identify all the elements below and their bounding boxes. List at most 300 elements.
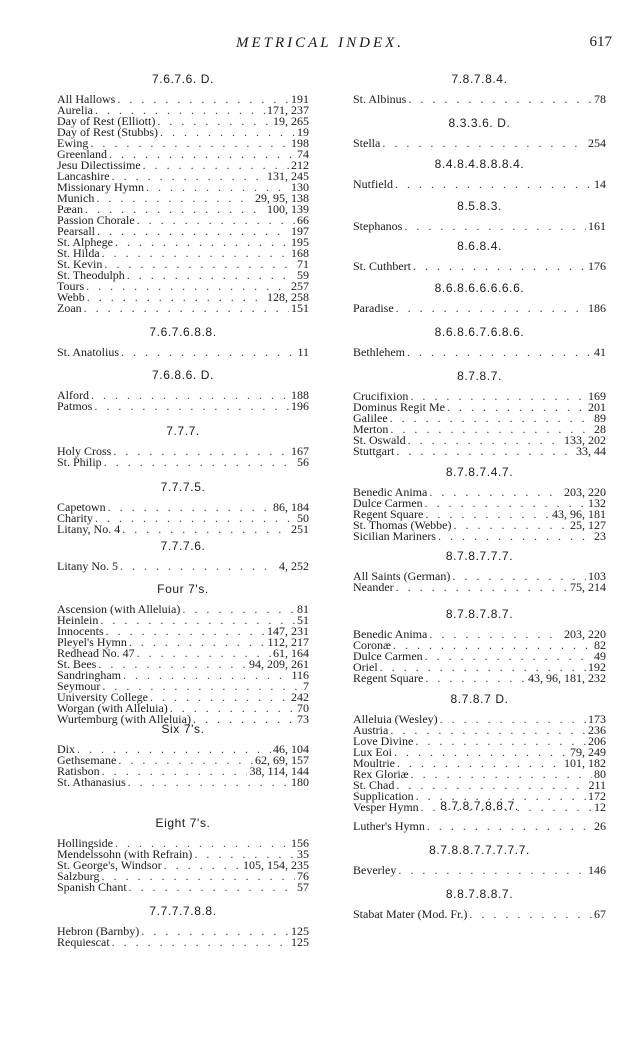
leader-dots xyxy=(127,270,295,281)
leader-dots xyxy=(447,402,586,413)
hymn-numbers: 56 xyxy=(297,455,309,469)
leader-dots xyxy=(453,520,568,531)
section-heading: 8.5.8.3. xyxy=(457,199,502,213)
index-section xyxy=(57,539,309,572)
tune-name: Crucifixion xyxy=(353,389,409,403)
tune-name: Salzburg xyxy=(57,869,100,883)
index-entry xyxy=(57,292,309,303)
tune-name: Love Divine xyxy=(353,734,414,748)
leader-dots xyxy=(390,424,592,435)
hymn-numbers: 206 xyxy=(588,734,606,748)
index-section xyxy=(353,199,606,232)
hymn-numbers: 82 xyxy=(594,638,606,652)
section-heading: 8.7.8.8.7.7.7.7.7. xyxy=(429,843,530,857)
tune-name: Litany No. 5 xyxy=(57,559,118,573)
hymn-numbers: 125 xyxy=(291,924,309,938)
hymn-numbers: 89 xyxy=(594,411,606,425)
hymn-numbers: 128, 258 xyxy=(267,290,309,304)
tune-name: Merton xyxy=(353,422,389,436)
leader-dots xyxy=(469,909,592,920)
hymn-numbers: 191 xyxy=(291,92,309,106)
hymn-numbers: 11 xyxy=(297,345,309,359)
index-section xyxy=(57,325,309,358)
section-heading: 7.8.7.8.4. xyxy=(451,72,508,86)
index-section xyxy=(353,799,606,832)
hymn-numbers: 236 xyxy=(588,723,606,737)
index-section xyxy=(57,72,309,314)
leader-dots xyxy=(129,882,295,893)
tune-name: Requiescat xyxy=(57,935,110,949)
hymn-numbers: 203, 220 xyxy=(564,627,606,641)
tune-name: Oriel xyxy=(353,660,378,674)
tune-name: Beverley xyxy=(353,863,397,877)
leader-dots xyxy=(408,435,562,446)
tune-name: Lux Eoi xyxy=(353,745,392,759)
leader-dots xyxy=(429,629,562,640)
tune-name: Seymour xyxy=(57,679,101,693)
hymn-numbers: 131, 245 xyxy=(267,169,309,183)
hymn-numbers: 188 xyxy=(291,388,309,402)
index-entry xyxy=(57,270,309,281)
leader-dots xyxy=(452,571,586,582)
section-heading: 7.7.7. xyxy=(166,424,200,438)
hymn-numbers: 100, 139 xyxy=(267,202,309,216)
tune-name: Pæan xyxy=(57,202,84,216)
section-heading: 8.7.8.7 D. xyxy=(450,692,509,706)
leader-dots xyxy=(120,561,277,572)
section-heading: 7.6.7.6.8.8. xyxy=(149,325,217,339)
hymn-numbers: 168 xyxy=(291,246,309,260)
leader-dots xyxy=(87,292,265,303)
leader-dots xyxy=(427,821,592,832)
leader-dots xyxy=(396,446,574,457)
index-section xyxy=(57,582,309,725)
tune-name: St. Cuthbert xyxy=(353,259,412,273)
tune-name: Ascension (with Alleluia) xyxy=(57,602,181,616)
tune-name: Austria xyxy=(353,723,389,737)
hymn-numbers: 132 xyxy=(588,496,606,510)
index-entry xyxy=(353,179,606,190)
section-heading: 8.6.8.6.6.6.6.6. xyxy=(434,281,525,295)
index-entry xyxy=(353,413,606,424)
section-heading: 8.7.8.7.7.7. xyxy=(445,549,514,563)
hymn-numbers: 46, 104 xyxy=(273,742,309,756)
section-heading: Six 7's. xyxy=(161,722,205,736)
tune-name: St. Thomas (Webbe) xyxy=(353,518,452,532)
hymn-numbers: 80 xyxy=(594,767,606,781)
page-header xyxy=(0,34,640,56)
tune-name: Bethlehem xyxy=(353,345,405,359)
tune-name: Benedic Anima xyxy=(353,485,428,499)
tune-name: Pleyel's Hymn xyxy=(57,635,127,649)
page-number: 617 xyxy=(589,34,612,50)
leader-dots xyxy=(84,303,289,314)
tune-name: Regent Square xyxy=(353,507,424,521)
hymn-numbers: 41 xyxy=(594,345,606,359)
index-section xyxy=(57,424,309,468)
hymn-numbers: 116 xyxy=(291,668,309,682)
hymn-numbers: 81 xyxy=(297,602,309,616)
leader-dots xyxy=(115,237,289,248)
leader-dots xyxy=(117,94,289,105)
tune-name: Dominus Regit Me xyxy=(353,400,445,414)
leader-dots xyxy=(137,215,295,226)
section-heading: Four 7's. xyxy=(157,582,209,596)
leader-dots xyxy=(160,127,295,138)
hymn-numbers: 203, 220 xyxy=(564,485,606,499)
tune-name: Jesu Dilectissime xyxy=(57,158,141,172)
leader-dots xyxy=(440,714,586,725)
hymn-numbers: 105, 154, 235 xyxy=(243,858,309,872)
index-entry xyxy=(353,303,606,314)
leader-dots xyxy=(407,347,592,358)
leader-dots xyxy=(113,446,289,457)
tune-name: Dulce Carmen xyxy=(353,496,423,510)
index-entry xyxy=(353,531,606,542)
index-section xyxy=(353,607,606,684)
tune-name: Heinlein xyxy=(57,613,99,627)
tune-name: All Hallows xyxy=(57,92,116,106)
leader-dots xyxy=(396,303,586,314)
index-entry xyxy=(353,821,606,832)
hymn-numbers: 180 xyxy=(291,775,309,789)
tune-name: Ewing xyxy=(57,136,89,150)
tune-name: Sicilian Mariners xyxy=(353,529,436,543)
leader-dots xyxy=(129,637,266,648)
index-section xyxy=(353,369,606,457)
leader-dots xyxy=(104,259,295,270)
index-entry xyxy=(353,94,606,105)
tune-name: St. Philip xyxy=(57,455,102,469)
hymn-numbers: 38, 114, 144 xyxy=(249,764,309,778)
leader-dots xyxy=(94,401,289,412)
index-entry xyxy=(353,582,606,593)
hymn-numbers: 94, 209, 261 xyxy=(249,657,309,671)
tune-name: Aurelia xyxy=(57,103,93,117)
leader-dots xyxy=(395,179,592,190)
tune-name: Alford xyxy=(57,388,89,402)
hymn-numbers: 198 xyxy=(291,136,309,150)
tune-name: Luther's Hymn xyxy=(353,819,425,833)
tune-name: Hollingside xyxy=(57,836,113,850)
leader-dots xyxy=(438,531,592,542)
leader-dots xyxy=(396,582,568,593)
section-heading: 7.7.7.6. xyxy=(160,539,206,553)
hymn-numbers: 43, 96, 181 xyxy=(552,507,606,521)
hymn-numbers: 103 xyxy=(588,569,606,583)
index-entry xyxy=(57,127,309,138)
tune-name: Spanish Chant xyxy=(57,880,127,894)
hymn-numbers: 133, 202 xyxy=(564,433,606,447)
leader-dots xyxy=(101,871,295,882)
leader-dots xyxy=(104,457,295,468)
hymn-numbers: 71 xyxy=(297,257,309,271)
hymn-numbers: 19 xyxy=(297,125,309,139)
tune-name: Missionary Hymn xyxy=(57,180,144,194)
tune-name: Gethsemane xyxy=(57,753,117,767)
index-entry xyxy=(353,865,606,876)
leader-dots xyxy=(413,261,586,272)
leader-dots xyxy=(164,860,241,871)
leader-dots xyxy=(106,626,265,637)
section-heading: Eight 7's. xyxy=(155,816,211,830)
index-entry xyxy=(57,502,309,513)
hymn-numbers: 59 xyxy=(297,268,309,282)
hymn-numbers: 176 xyxy=(588,259,606,273)
hymn-numbers: 171, 237 xyxy=(267,103,309,117)
tune-name: Lancashire xyxy=(57,169,110,183)
tune-name: St. Chad xyxy=(353,778,395,792)
section-heading: 8.6.8.4. xyxy=(457,239,502,253)
section-heading: 7.6.8.6. D. xyxy=(152,368,214,382)
index-section xyxy=(57,480,309,535)
hymn-numbers: 61, 164 xyxy=(273,646,309,660)
hymn-numbers: 74 xyxy=(297,147,309,161)
section-heading: 7.7.7.5. xyxy=(160,480,206,494)
leader-dots xyxy=(141,926,289,937)
hymn-numbers: 186 xyxy=(588,301,606,315)
tune-name: Dix xyxy=(57,742,75,756)
hymn-numbers: 156 xyxy=(291,836,309,850)
leader-dots xyxy=(425,673,526,684)
leader-dots xyxy=(90,138,289,149)
leader-dots xyxy=(408,94,592,105)
tune-name: St. Alphege xyxy=(57,235,113,249)
leader-dots xyxy=(102,248,289,259)
leader-dots xyxy=(394,747,568,758)
tune-name: Patmos xyxy=(57,399,93,413)
hymn-numbers: 211 xyxy=(588,778,606,792)
tune-name: Dulce Carmen xyxy=(353,649,423,663)
hymn-numbers: 251 xyxy=(291,522,309,536)
hymn-numbers: 14 xyxy=(594,177,606,191)
hymn-numbers: 35 xyxy=(297,847,309,861)
leader-dots xyxy=(390,725,586,736)
tune-name: St. Anatolius xyxy=(57,345,120,359)
index-section xyxy=(353,116,606,149)
index-entry xyxy=(57,457,309,468)
section-heading: 8.4.8.4.8.8.8.4. xyxy=(434,157,525,171)
leader-dots xyxy=(108,502,271,513)
index-section xyxy=(353,72,606,105)
index-section xyxy=(353,157,606,190)
hymn-numbers: 19, 265 xyxy=(273,114,309,128)
leader-dots xyxy=(411,769,592,780)
tune-name: St. George's, Windsor xyxy=(57,858,162,872)
hymn-numbers: 67 xyxy=(594,907,606,921)
tune-name: Webb xyxy=(57,290,85,304)
hymn-numbers: 79, 249 xyxy=(570,745,606,759)
index-entry xyxy=(57,777,309,788)
tune-name: Coronæ xyxy=(353,638,392,652)
tune-name: Stella xyxy=(353,136,381,150)
leader-dots xyxy=(97,226,289,237)
hymn-numbers: 192 xyxy=(588,660,606,674)
leader-dots xyxy=(112,937,289,948)
index-entry xyxy=(57,401,309,412)
hymn-numbers: 257 xyxy=(291,279,309,293)
leader-dots xyxy=(150,692,289,703)
leader-dots xyxy=(86,281,289,292)
hymn-numbers: 33, 44 xyxy=(576,444,606,458)
hymn-numbers: 57 xyxy=(297,880,309,894)
hymn-numbers: 101, 182 xyxy=(564,756,606,770)
hymn-numbers: 212 xyxy=(291,158,309,172)
hymn-numbers: 173 xyxy=(588,712,606,726)
index-entry xyxy=(353,402,606,413)
index-entry xyxy=(353,347,606,358)
index-entry xyxy=(353,446,606,457)
leader-dots xyxy=(95,513,295,524)
hymn-numbers: 195 xyxy=(291,235,309,249)
index-entry xyxy=(57,347,309,358)
hymn-numbers: 29, 95, 138 xyxy=(255,191,309,205)
tune-name: University College xyxy=(57,690,148,704)
hymn-numbers: 167 xyxy=(291,444,309,458)
leader-dots xyxy=(121,347,295,358)
hymn-numbers: 169 xyxy=(588,389,606,403)
leader-dots xyxy=(396,780,586,791)
index-section xyxy=(353,325,606,358)
hymn-numbers: 28 xyxy=(594,422,606,436)
tune-name: Munich xyxy=(57,191,95,205)
leader-dots xyxy=(429,487,562,498)
tune-name: St. Kevin xyxy=(57,257,103,271)
leader-dots xyxy=(100,615,295,626)
tune-name: St. Athanasius xyxy=(57,775,126,789)
tune-name: Holy Cross xyxy=(57,444,112,458)
section-heading: 7.6.7.6. D. xyxy=(152,72,214,86)
hymn-numbers: 196 xyxy=(291,399,309,413)
hymn-numbers: 130 xyxy=(291,180,309,194)
index-entry xyxy=(57,561,309,572)
index-entry xyxy=(353,714,606,725)
hymn-numbers: 62, 69, 157 xyxy=(255,753,309,767)
index-entry xyxy=(57,390,309,401)
hymn-numbers: 161 xyxy=(588,219,606,233)
hymn-numbers: 78 xyxy=(594,92,606,106)
tune-name: Paradise xyxy=(353,301,394,315)
hymn-numbers: 26 xyxy=(594,819,606,833)
section-heading: 8.7.8.7. xyxy=(457,369,502,383)
tune-name: Wurtemburg (with Alleluia) xyxy=(57,712,191,726)
leader-dots xyxy=(397,758,562,769)
hymn-numbers: 70 xyxy=(297,701,309,715)
leader-dots xyxy=(157,116,271,127)
index-section xyxy=(353,239,606,272)
leader-dots xyxy=(123,670,289,681)
section-heading: 8.7.8.7.8.7. xyxy=(445,607,514,621)
hymn-numbers: 172 xyxy=(588,789,606,803)
tune-name: Greenland xyxy=(57,147,107,161)
index-section xyxy=(57,368,309,412)
section-heading: 8.8.7.8.8.7. xyxy=(445,887,514,901)
tune-name: Capetown xyxy=(57,500,106,514)
index-section xyxy=(353,465,606,542)
tune-name: Pearsall xyxy=(57,224,95,238)
tune-name: Supplication xyxy=(353,789,414,803)
leader-dots xyxy=(118,755,253,766)
tune-name: Zoan xyxy=(57,301,82,315)
tune-name: Sandringham xyxy=(57,668,121,682)
leader-dots xyxy=(382,138,586,149)
tune-name: Galilee xyxy=(353,411,388,425)
page-title: METRICAL INDEX. xyxy=(235,35,405,51)
tune-name: St. Theodulph xyxy=(57,268,125,282)
hymn-numbers: 66 xyxy=(297,213,309,227)
index-entry xyxy=(57,303,309,314)
index-section xyxy=(353,843,606,876)
leader-dots xyxy=(182,604,295,615)
index-section xyxy=(57,816,309,893)
hymn-numbers: 151 xyxy=(291,301,309,315)
section-heading: 8.3.3.6. D. xyxy=(448,116,511,130)
tune-name: Alleluia (Wesley) xyxy=(353,712,438,726)
leader-dots xyxy=(91,390,289,401)
leader-dots xyxy=(390,413,592,424)
tune-name: Benedic Anima xyxy=(353,627,428,641)
index-section xyxy=(353,549,606,593)
tune-name: All Saints (German) xyxy=(353,569,451,583)
tune-name: Stuttgart xyxy=(353,444,395,458)
index-entry xyxy=(353,673,606,684)
hymn-numbers: 147, 231 xyxy=(267,624,309,638)
hymn-numbers: 73 xyxy=(297,712,309,726)
hymn-numbers: 146 xyxy=(588,863,606,877)
hymn-numbers: 254 xyxy=(588,136,606,150)
section-heading: 8.7.8.7.8.8.7. xyxy=(440,799,519,813)
hymn-numbers: 49 xyxy=(594,649,606,663)
leader-dots xyxy=(96,193,253,204)
leader-dots xyxy=(398,865,586,876)
hymn-numbers: 12 xyxy=(594,800,606,814)
leader-dots xyxy=(425,651,592,662)
index-entry xyxy=(57,882,309,893)
hymn-numbers: 4, 252 xyxy=(279,559,309,573)
tune-name: St. Albinus xyxy=(353,92,407,106)
tune-name: Day of Rest (Stubbs) xyxy=(57,125,158,139)
tune-name: Nutfield xyxy=(353,177,393,191)
tune-name: St. Hilda xyxy=(57,246,100,260)
section-heading: 7.7.7.7.8.8. xyxy=(149,904,217,918)
hymn-numbers: 51 xyxy=(297,613,309,627)
tune-name: Innocents xyxy=(57,624,104,638)
tune-name: Neander xyxy=(353,580,394,594)
index-section xyxy=(57,722,309,788)
hymn-numbers: 125 xyxy=(291,935,309,949)
hymn-numbers: 43, 96, 181, 232 xyxy=(528,671,606,685)
hymn-numbers: 76 xyxy=(297,869,309,883)
leader-dots xyxy=(122,524,289,535)
leader-dots xyxy=(415,736,586,747)
hymn-numbers: 7 xyxy=(303,679,309,693)
tune-name: Stabat Mater (Mod. Fr.) xyxy=(353,907,468,921)
tune-name: St. Bees xyxy=(57,657,97,671)
index-entry xyxy=(353,909,606,920)
hymn-numbers: 23 xyxy=(594,529,606,543)
leader-dots xyxy=(393,640,592,651)
hymn-numbers: 86, 184 xyxy=(273,500,309,514)
tune-name: Ratisbon xyxy=(57,764,100,778)
index-section xyxy=(353,887,606,920)
tune-name: Mendelssohn (with Refrain) xyxy=(57,847,193,861)
index-entry xyxy=(353,261,606,272)
hymn-numbers: 75, 214 xyxy=(570,580,606,594)
tune-name: Regent Square xyxy=(353,671,424,685)
tune-name: St. Oswald xyxy=(353,433,406,447)
index-entry xyxy=(353,221,606,232)
tune-name: Hebron (Barnby) xyxy=(57,924,140,938)
